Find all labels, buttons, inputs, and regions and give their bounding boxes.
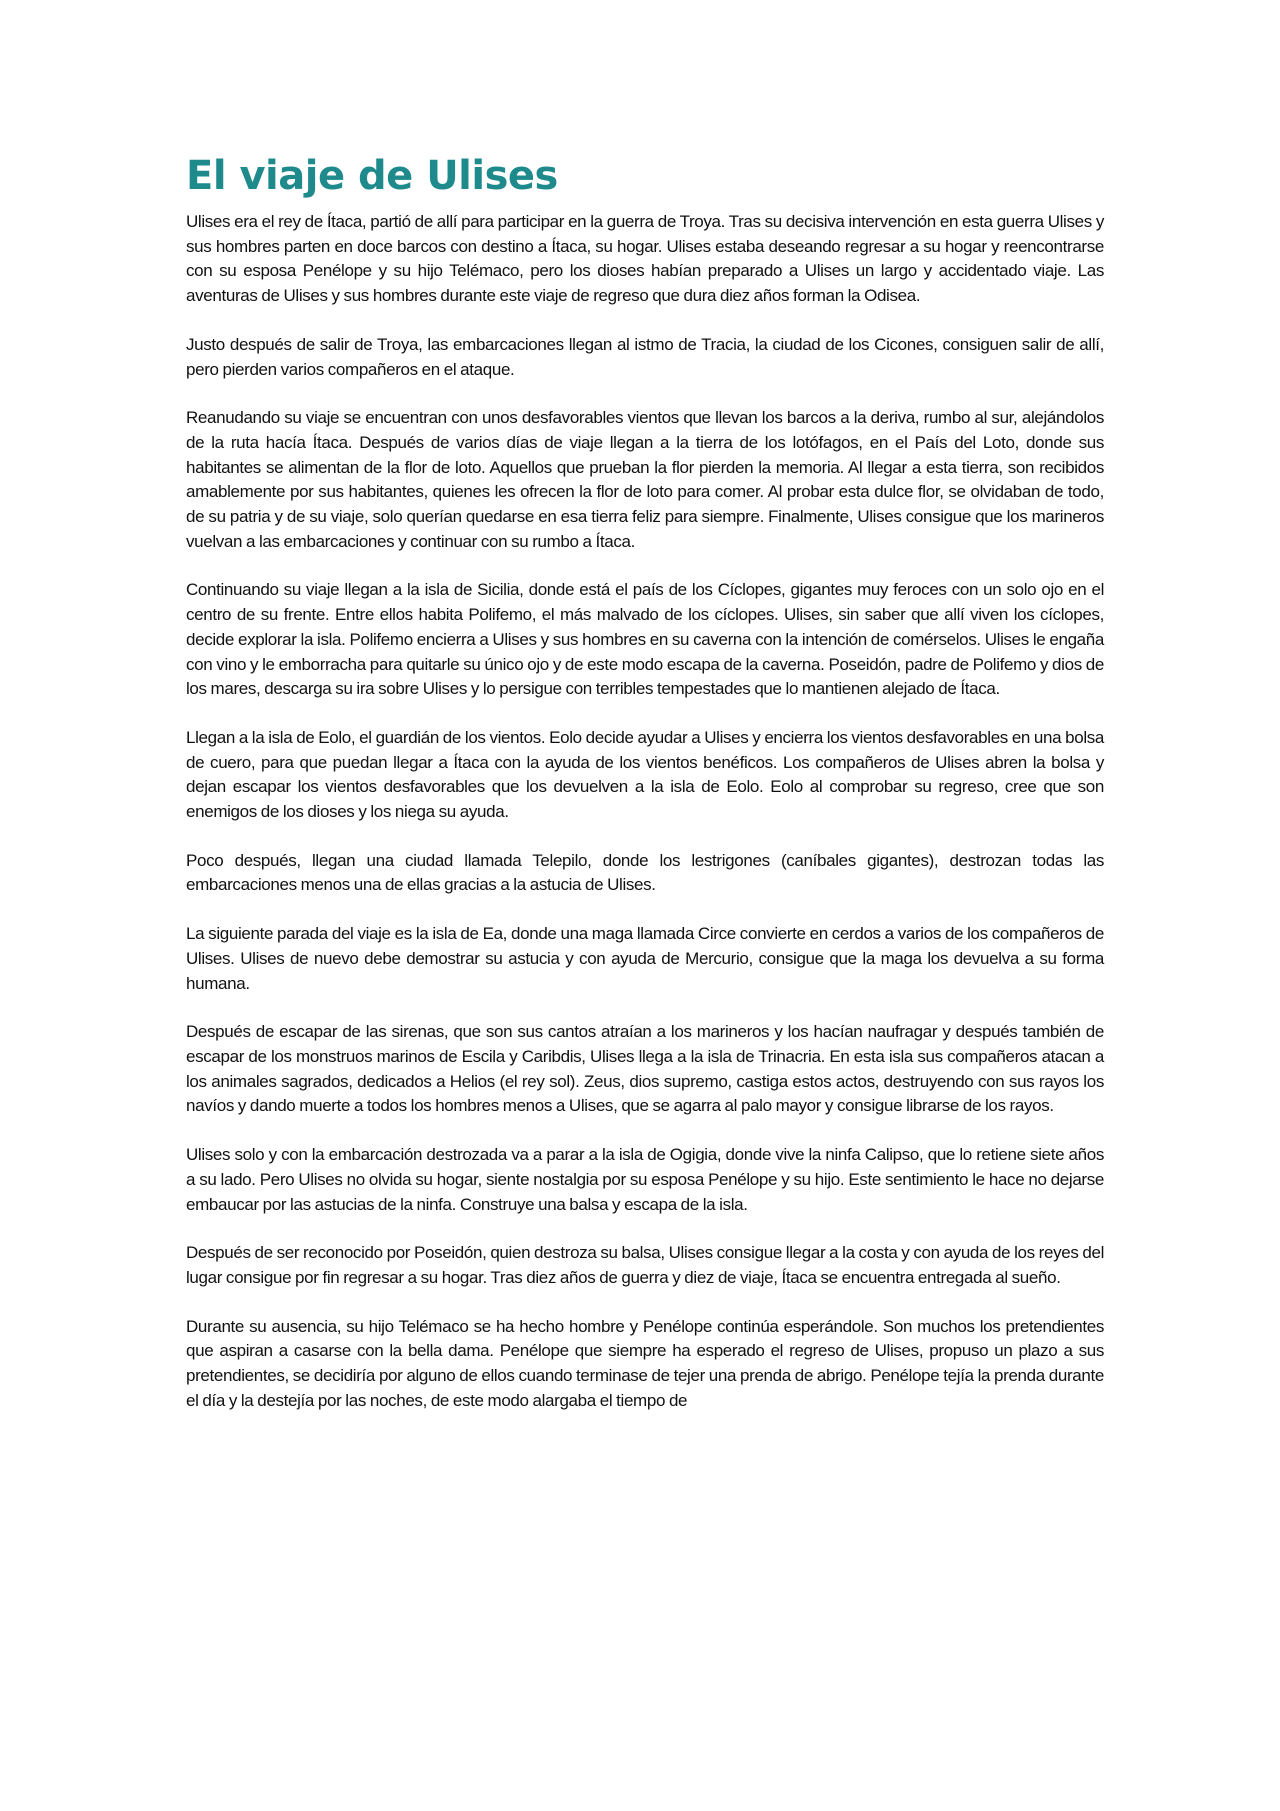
paragraph-5: Llegan a la isla de Eolo, el guardián de los vientos. Eolo decide ayudar a Ulises y encierra los vientos desfavorables en una bolsa de cuero, para que puedan llegar a Ítaca con la ayuda de los vientos benéficos. Los compañeros de Ulises abren la bolsa y dejan escapar los vientos desfavorables que los devuelven a la isla de Eolo. Eolo al comprobar su regreso, cree que son enemigos de los dioses y los niega su ayuda. xyxy=(186,727,1104,822)
paragraph-7: La siguiente parada del viaje es la isla de Ea, donde una maga llamada Circe convierte en cerdos a varios de los compañeros de Ulises. Ulises de nuevo debe demostrar su astucia y con ayuda de Mercurio, consigue que la maga los devuelva a su forma humana. xyxy=(186,924,1104,993)
paragraph-10: Después de ser reconocido por Poseidón, quien destroza su balsa, Ulises consigue llegar a la costa y con ayuda de los reyes del lugar consigue por fin regresar a su hogar. Tras diez años de guerra y diez de viaje, Ítaca se encuentra entregada al sueño. xyxy=(186,1243,1104,1287)
paragraph-11: Durante su ausencia, su hijo Telémaco se ha hecho hombre y Penélope continúa esperándole. Son muchos los pretendientes que aspiran a casarse con la bella dama. Penélope que siempre ha esperado el regreso de Ulises, propuso un plazo a sus pretendientes, se decidiría por alguno de ellos cuando terminase de tejer una prenda de abrigo. Penélope tejía la prenda durante el día y la destejía por las noches, de este modo alargaba el tiempo de xyxy=(186,1316,1104,1410)
document-page xyxy=(186,150,1104,1437)
document-title: El viaje de Ulises xyxy=(186,153,558,199)
paragraph-3: Reanudando su viaje se encuentran con unos desfavorables vientos que llevan los barcos a la deriva, rumbo al sur, alejándolos de la ruta hacía Ítaca. Después de varios días de viaje llegan a la tierra de los lotófagos, en el País del Loto, donde sus habitantes se alimentan de la flor de loto. Aquellos que prueban la flor pierden la memoria. Al llegar a esta tierra, son recibidos amablemente por sus habitantes, quienes les ofrecen la flor de loto para comer. Al probar esta dulce flor, se olvidaban de todo, de su patria y de su viaje, solo querían quedarse en esa tierra feliz para siempre. Finalmente, Ulises consigue que los marineros vuelvan a las embarcaciones y continuar con su rumbo a Ítaca. xyxy=(186,408,1104,551)
paragraph-6: Poco después, llegan una ciudad llamada Telepilo, donde los lestrigones (caníbales gigantes), destrozan todas las embarcaciones menos una de ellas gracias a la astucia de Ulises. xyxy=(186,850,1104,895)
paragraph-1: Ulises era el rey de Ítaca, partió de allí para participar en la guerra de Troya. Tras su decisiva intervención en esta guerra Ulises y sus hombres parten en doce barcos con destino a Ítaca, su hogar. Ulises estaba deseando regresar a su hogar y reencontrarse con su esposa Penélope y su hijo Telémaco, pero los dioses habían preparado a Ulises un largo y accidentado viaje. Las aventuras de Ulises y sus hombres durante este viaje de regreso que dura diez años forman la Odisea. xyxy=(186,212,1104,306)
paragraph-2: Justo después de salir de Troya, las embarcaciones llegan al istmo de Tracia, la ciudad de los Cicones, consiguen salir de allí, pero pierden varios compañeros en el ataque. xyxy=(186,334,1104,379)
paragraph-8: Después de escapar de las sirenas, que son sus cantos atraían a los marineros y los hacían naufragar y después también de escapar de los monstruos marinos de Escila y Caribdis, Ulises llega a la isla de Trinacria. En esta isla sus compañeros atacan a los animales sagrados, dedicados a Helios (el rey sol). Zeus, dios supremo, castiga estos actos, destruyendo con sus rayos los navíos y dando muerte a todos los hombres menos a Ulises, que se agarra al palo mayor y consigue librarse de los rayos. xyxy=(186,1022,1104,1116)
paragraph-4: Continuando su viaje llegan a la isla de Sicilia, donde está el país de los Cíclopes, gigantes muy feroces con un solo ojo en el centro de su frente. Entre ellos habita Polifemo, el más malvado de los cíclopes. Ulises, sin saber que allí viven los cíclopes, decide explorar la isla. Polifemo encierra a Ulises y sus hombres en su caverna con la intención de comérselos. Ulises le engaña con vino y le emborracha para quitarle su único ojo y de este modo escapa de la caverna. Poseidón, padre de Polifemo y dios de los mares, descarga su ira sobre Ulises y lo persigue con terribles tempestades que lo mantienen alejado de Ítaca. xyxy=(186,580,1104,699)
paragraph-9: Ulises solo y con la embarcación destrozada va a parar a la isla de Ogigia, donde vive la ninfa Calipso, que lo retiene siete años a su lado. Pero Ulises no olvida su hogar, siente nostalgia por su esposa Penélope y su hijo. Este sentimiento le hace no dejarse embaucar por las astucias de la ninfa. Construye una balsa y escapa de la isla. xyxy=(186,1145,1104,1214)
